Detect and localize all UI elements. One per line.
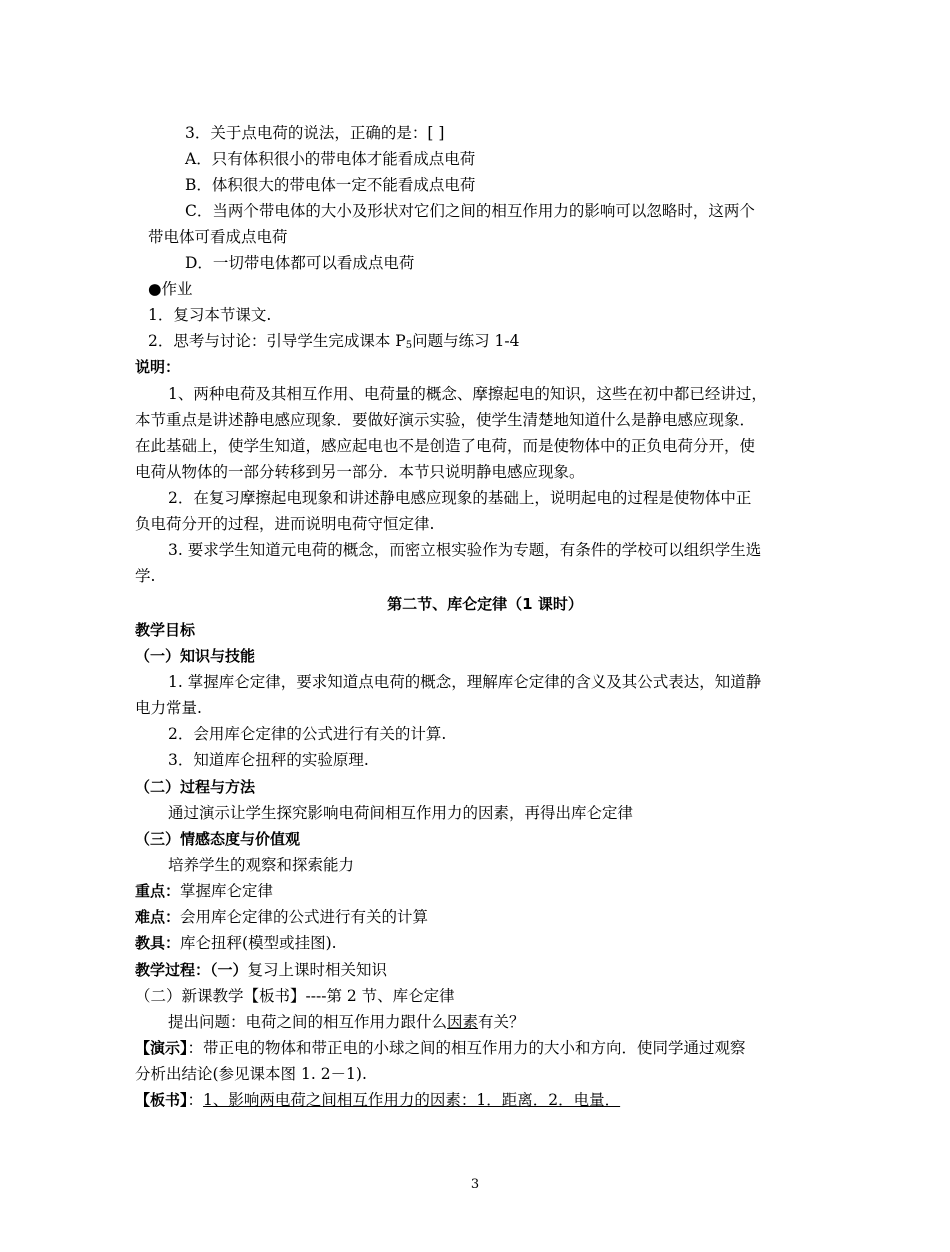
key-point: 重点：掌握库仑定律 (135, 882, 274, 900)
notes-p2-line2: 负电荷分开的过程，进而说明电荷守恒定律. (135, 515, 435, 533)
option-b: B．体积很大的带电体一定不能看成点电荷 (185, 176, 476, 194)
process-heading: （二）过程与方法 (135, 778, 256, 796)
knowledge-item-2: 2．会用库仑定律的公式进行有关的计算. (168, 725, 447, 743)
new-lesson-line: （二）新课教学【板书】----第 2 节、库仑定律 (135, 987, 455, 1005)
board-line: 【板书】：1、影响两电荷之间相互作用力的因素：1．距离．2．电量． (135, 1091, 621, 1109)
teaching-process: 教学过程：（一）复习上课时相关知识 (135, 961, 388, 979)
homework-item-2: 2．思考与讨论：引导学生完成课本 $P_5$问题与练习 1-4 (148, 332, 520, 351)
option-c-cont: 带电体可看成点电荷 (148, 228, 288, 246)
goals-heading: 教学目标 (135, 621, 196, 639)
notes-p3-line2: 学. (135, 567, 156, 585)
knowledge-item-1: 1. 掌握库仑定律，要求知道点电荷的概念，理解库仑定律的含义及其公式表达，知道静 (168, 673, 762, 691)
notes-p2-line1: 2．在复习摩擦起电现象和讲述静电感应现象的基础上，说明起电的过程是使物体中正 (168, 489, 752, 507)
knowledge-item-3: 3．知道库仑扭秤的实验原理. (168, 751, 369, 769)
notes-p1-line4: 电荷从物体的一部分转移到另一部分．本节只说明静电感应现象。 (135, 463, 585, 481)
demo-line-cont: 分析出结论(参见课本图 1. 2－1). (135, 1065, 367, 1083)
teaching-tools: 教具：库仑扭秤(模型或挂图). (135, 934, 337, 952)
section-title: 第二节、库仑定律（1 课时） (387, 595, 583, 613)
notes-p1-line2: 本节重点是讲述静电感应现象．要做好演示实验，使学生清楚地知道什么是静电感应现象． (135, 411, 756, 429)
homework-heading: ●作业 (148, 280, 193, 298)
notes-p1-line3: 在此基础上，使学生知道，感应起电也不是创造了电荷，而是使物体中的正负电荷分开，使 (135, 437, 756, 455)
emotion-text: 培养学生的观察和探索能力 (168, 856, 355, 874)
process-text: 通过演示让学生探究影响电荷间相互作用力的因素，再得出库仑定律 (168, 804, 634, 822)
homework-item-1: 1．复习本节课文. (148, 306, 272, 324)
emotion-heading: （三）情感态度与价值观 (135, 830, 301, 848)
knowledge-heading: （一）知识与技能 (135, 647, 256, 665)
option-a: A．只有体积很小的带电体才能看成点电荷 (185, 150, 476, 168)
option-c: C．当两个带电体的大小及形状对它们之间的相互作用力的影响可以忽略时，这两个 (185, 202, 755, 220)
demo-line: 【演示】：带正电的物体和带正电的小球之间的相互作用力的大小和方向．使同学通过观察 (135, 1039, 746, 1057)
notes-p3-line1: 3. 要求学生知道元电荷的概念，而密立根实验作为专题，有条件的学校可以组织学生选 (168, 541, 762, 559)
notes-p1-line1: 1、两种电荷及其相互作用、电荷量的概念、摩擦起电的知识，这些在初中都已经讲过， (168, 385, 767, 403)
question-3-stem: 3．关于点电荷的说法，正确的是：[ ] (185, 124, 445, 142)
difficulty: 难点：会用库仑定律的公式进行有关的计算 (135, 908, 429, 926)
notes-label: 说明： (135, 358, 181, 376)
question-line: 提出问题：电荷之间的相互作用力跟什么因素有关？ (168, 1013, 525, 1031)
page-number: 3 (470, 1177, 480, 1192)
option-d: D．一切带电体都可以看成点电荷 (185, 254, 415, 272)
knowledge-item-1-cont: 电力常量. (135, 699, 202, 717)
